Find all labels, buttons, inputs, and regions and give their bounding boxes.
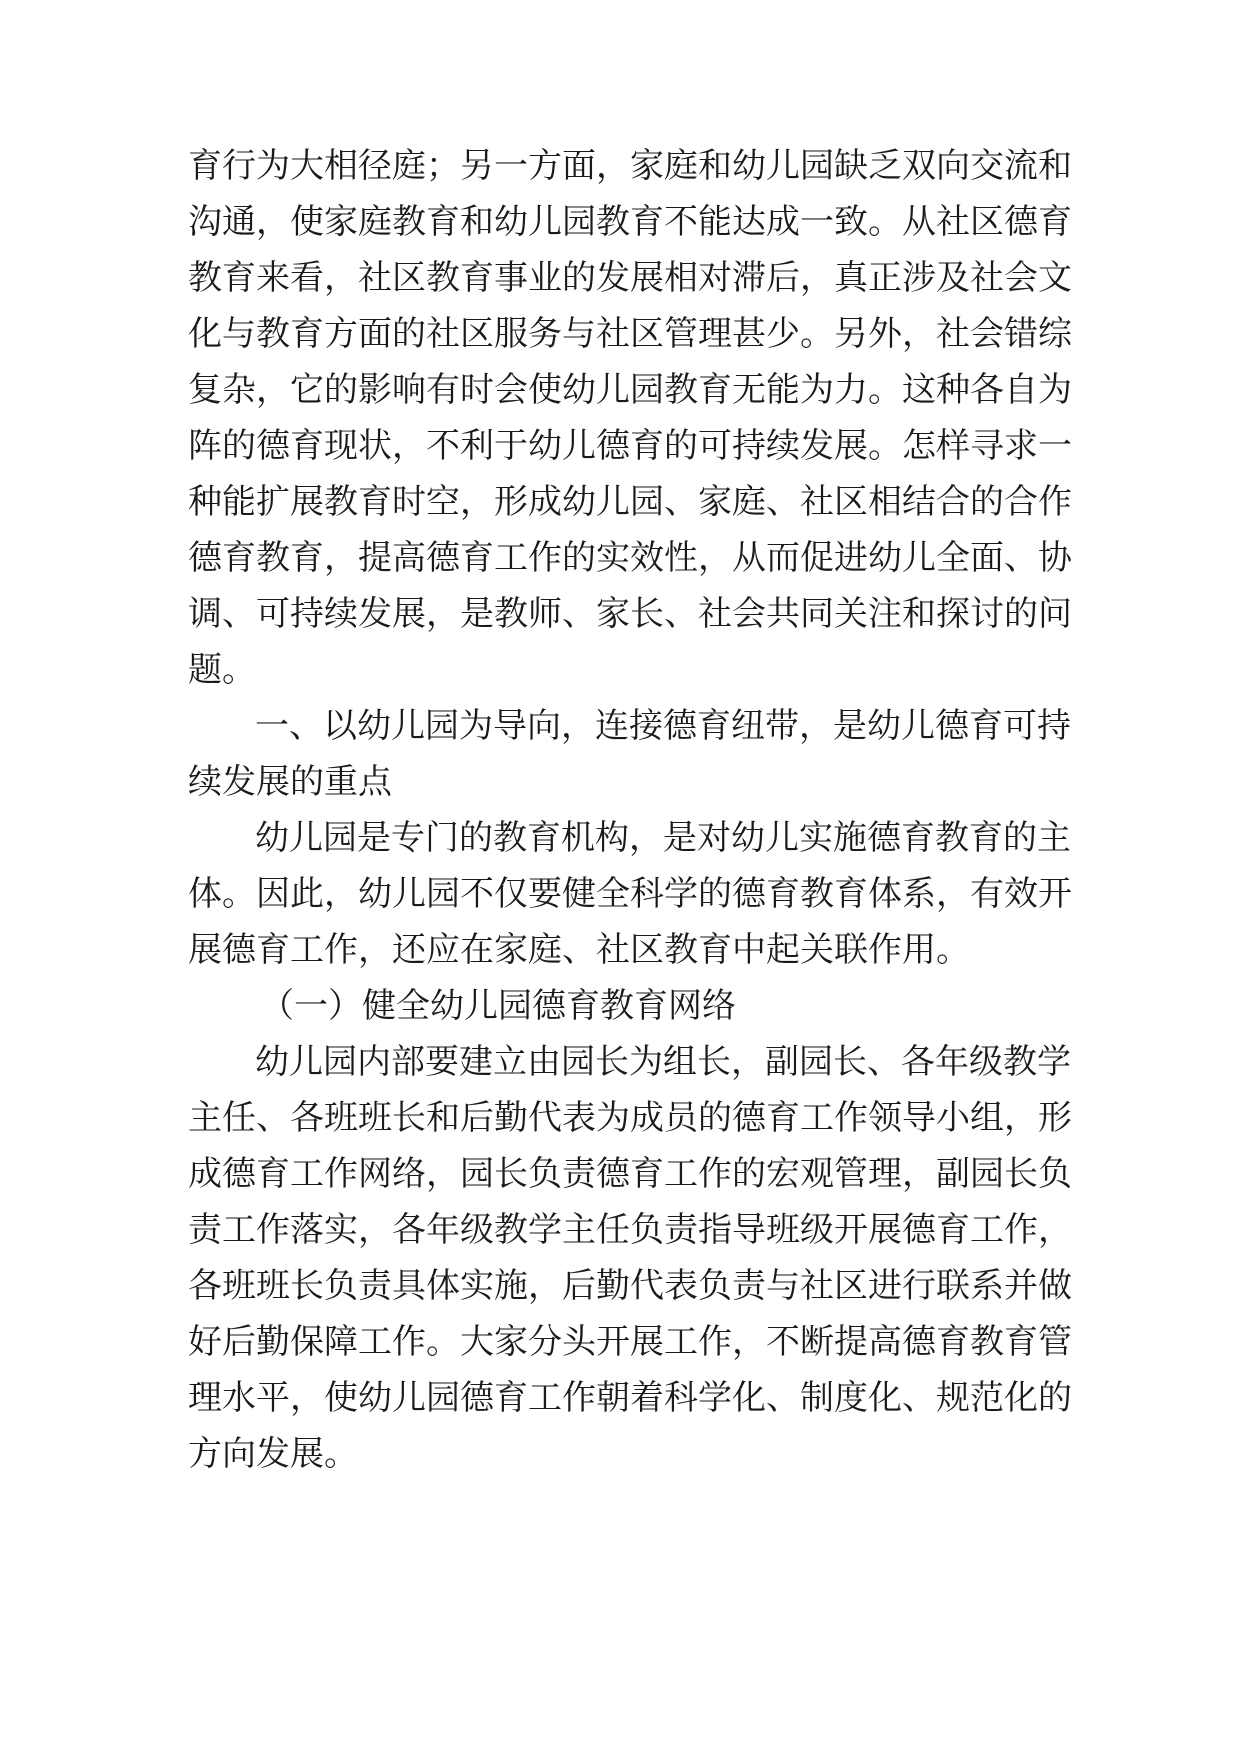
paragraph-line: 阵的德育现状，不利于幼儿德育的可持续发展。怎样寻求一 (188, 426, 1072, 466)
paragraph-line: 展德育工作，还应在家庭、社区教育中起关联作用。 (188, 930, 970, 970)
paragraph-line: 幼儿园是专门的教育机构，是对幼儿实施德育教育的主 (255, 818, 1071, 858)
paragraph-line: 幼儿园内部要建立由园长为组长，副园长、各年级教学 (255, 1042, 1071, 1082)
section-heading-line: 一、以幼儿园为导向，连接德育纽带，是幼儿德育可持 (255, 706, 1071, 746)
paragraph-line: 题。 (188, 650, 256, 690)
paragraph-line: 调、可持续发展，是教师、家长、社会共同关注和探讨的问 (188, 594, 1072, 634)
paragraph-line: 各班班长负责具体实施，后勤代表负责与社区进行联系并做 (188, 1266, 1072, 1306)
paragraph-line: 好后勤保障工作。大家分头开展工作，不断提高德育教育管 (188, 1322, 1072, 1362)
paragraph-line: 教育来看，社区教育事业的发展相对滞后，真正涉及社会文 (188, 258, 1072, 298)
paragraph-line: 沟通，使家庭教育和幼儿园教育不能达成一致。从社区德育 (188, 202, 1072, 242)
paragraph-line: 育行为大相径庭；另一方面，家庭和幼儿园缺乏双向交流和 (188, 146, 1072, 186)
paragraph-line: 化与教育方面的社区服务与社区管理甚少。另外，社会错综 (188, 314, 1072, 354)
paragraph-line: 主任、各班班长和后勤代表为成员的德育工作领导小组，形 (188, 1098, 1072, 1138)
paragraph-line: 种能扩展教育时空，形成幼儿园、家庭、社区相结合的合作 (188, 482, 1072, 522)
section-heading-line: 续发展的重点 (188, 762, 392, 802)
subsection-heading: （一）健全幼儿园德育教育网络 (260, 986, 736, 1026)
paragraph-line: 责工作落实，各年级教学主任负责指导班级开展德育工作， (188, 1210, 1072, 1250)
paragraph-line: 体。因此，幼儿园不仅要健全科学的德育教育体系，有效开 (188, 874, 1072, 914)
paragraph-line: 德育教育，提高德育工作的实效性，从而促进幼儿全面、协 (188, 538, 1072, 578)
paragraph-line: 方向发展。 (188, 1434, 358, 1474)
paragraph-line: 复杂，它的影响有时会使幼儿园教育无能为力。这种各自为 (188, 370, 1072, 410)
paragraph-line: 成德育工作网络，园长负责德育工作的宏观管理，副园长负 (188, 1154, 1072, 1194)
paragraph-line: 理水平，使幼儿园德育工作朝着科学化、制度化、规范化的 (188, 1378, 1072, 1418)
